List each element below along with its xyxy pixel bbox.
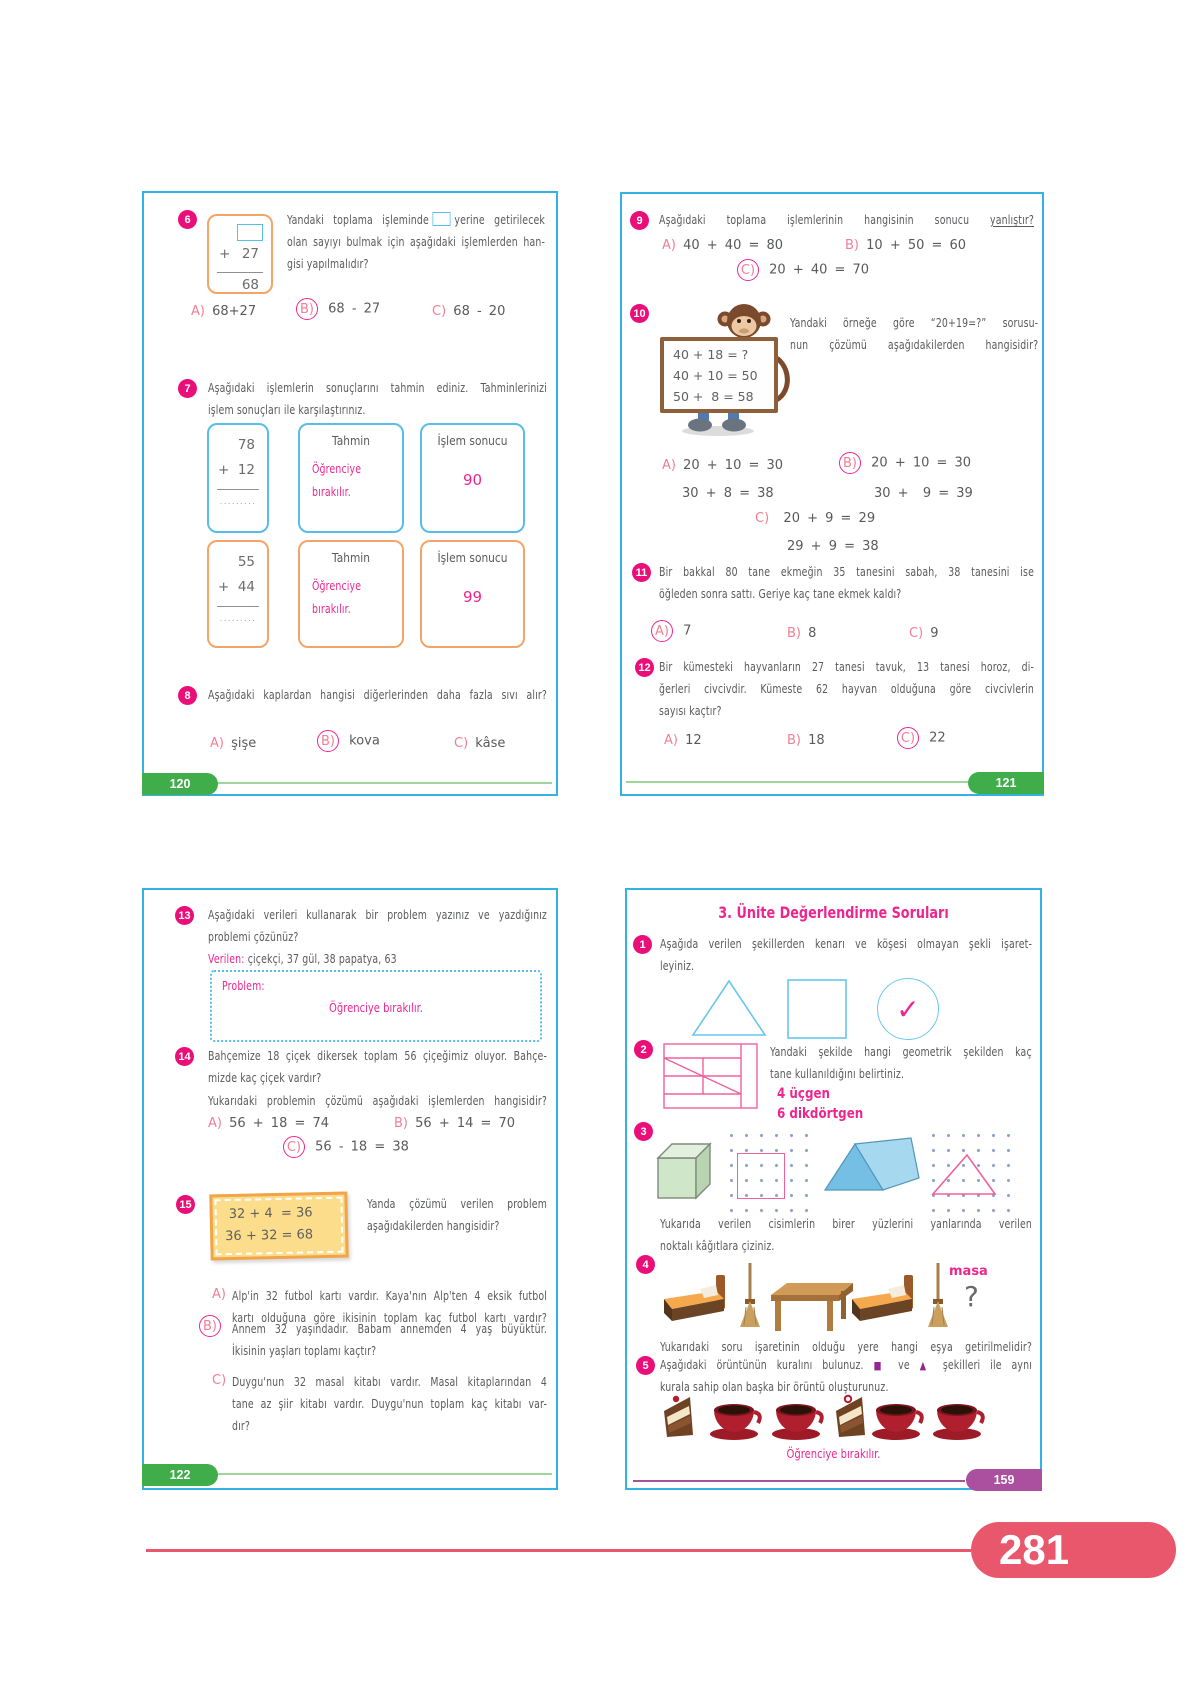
q15-option-c-letter: C): [212, 1373, 227, 1388]
page-122-footer-line: [218, 1473, 552, 1475]
q9-option-b: B) 10 + 50 = 60: [845, 238, 967, 253]
q2-answer-triangles: 4 üçgen: [777, 1086, 831, 1102]
q14-text-line1: Bahçemize 18 çiçek dikersek toplam 56 çiçeğimiz oluyor. Bahçe-: [208, 1048, 547, 1063]
q14-option-a: A) 56 + 18 = 74: [208, 1116, 330, 1131]
answer-circle: B): [317, 730, 339, 752]
q14-text-line2: mizde kaç çiçek vardır?: [208, 1070, 322, 1085]
q7-row2-sonuc-label: İşlem sonucu: [437, 550, 508, 565]
q13-text-line2: problemi çözünüz?: [208, 929, 299, 944]
panel-page-122: [142, 888, 558, 1490]
panel-page-159: [625, 888, 1042, 1490]
question-3-number: 3: [634, 1122, 653, 1141]
q15-option-a-letter: A): [212, 1287, 226, 1302]
note-line-2: 36 + 32 = 68: [225, 1227, 314, 1245]
broom-icon: [736, 1263, 764, 1331]
q7-row1-sonuc-label: İşlem sonucu: [437, 433, 508, 448]
question-8-number: 8: [178, 686, 197, 705]
q10-option-c: C) 20 + 9 = 29: [755, 511, 876, 526]
q13-verilen-line: Verilen: çiçekçi, 37 gül, 38 papatya, 63: [208, 951, 397, 966]
q11-text-line1: Bir bakkal 80 tane ekmeğin 35 tanesini sabah, 38 tanesini ise: [659, 564, 1034, 579]
coffee-cup-icon: [871, 1399, 925, 1441]
q7-row2-operation-card: [207, 540, 269, 648]
question-2-number: 2: [634, 1040, 653, 1059]
board-line-1: 40 + 18 = ?: [673, 347, 749, 362]
question-9-number: 9: [630, 211, 649, 230]
q12-text-line2: ğerleri civcivdir. Kümeste 62 hayvan olduğuna göre civcivlerin: [659, 681, 1034, 696]
q4-text-line1: Yukarıdaki soru işaretinin olduğu yere hangi eşya getirilmelidir?: [660, 1339, 1032, 1354]
q8-option-c: C) kâse: [454, 736, 506, 751]
q13-text-line1: Aşağıdaki verileri kullanarak bir problem yazınız ve yazdığınız: [208, 907, 547, 922]
coffee-cup-icon: [771, 1399, 825, 1441]
note-line-1: 32 + 4 = 36: [228, 1205, 313, 1223]
problem-answer: Öğrenciye bırakılır.: [329, 1000, 423, 1015]
q7-row2-sonuc-card: [420, 540, 525, 648]
q12-option-a: A) 12: [664, 733, 702, 748]
question-13-number: 13: [175, 906, 194, 925]
q12-text-line3: sayısı kaçtır?: [659, 703, 722, 718]
q6-result: 68: [241, 277, 259, 293]
q8-option-a: A) şişe: [210, 736, 257, 751]
board-line-2: 40 + 10 = 50: [673, 368, 758, 383]
question-mark: ?: [964, 1280, 979, 1313]
dot-paper-1: [721, 1125, 815, 1213]
q14-text-line3: Yukarıdaki problemin çözümü aşağıdaki işlemlerden hangisidir?: [208, 1093, 547, 1108]
page-159-footer-line: [633, 1480, 965, 1482]
q6-sum-line: [217, 272, 263, 273]
q15-option-c-line3: dır?: [232, 1418, 250, 1433]
book-page-number-badge: [971, 1522, 1176, 1578]
question-10-number: 10: [630, 304, 649, 323]
q6-inline-blank-box: [433, 212, 451, 226]
q15-option-c-line1: Duygu'nun 32 masal kitabı vardır. Masal kitaplarından 4: [232, 1374, 547, 1389]
question-1-number: 1: [633, 935, 652, 954]
q6-text-line2: olan sayıyı bulmak için aşağıdaki işlemlerden han-: [287, 234, 545, 249]
panel-page-121: [620, 192, 1044, 796]
bed-icon: [848, 1271, 920, 1327]
q3-text-line1: Yukarıda verilen cisimlerin birer yüzlerini yanlarında verilen: [660, 1216, 1032, 1231]
underlined-word: yanlıştır?: [990, 212, 1034, 227]
question-12-number: 12: [635, 658, 654, 677]
q2-text-line1: Yandaki şekilde hangi geometrik şekilden kaç: [770, 1044, 1032, 1059]
panel-page-120: [142, 191, 558, 796]
coffee-cup-icon: [932, 1399, 986, 1441]
q13-problem-box: [210, 970, 542, 1042]
answer-circle: C): [737, 259, 759, 281]
q1-text-line2: leyiniz.: [660, 958, 695, 973]
answer-circle: A): [651, 620, 673, 642]
circle-shape-marked: [877, 978, 939, 1040]
q7-row1-tahmin-card: [298, 423, 404, 533]
q6-blank-box: [237, 224, 263, 241]
q7-row2-dots: .........: [219, 614, 257, 623]
q7-row1-answer-2: bırakılır.: [312, 484, 351, 499]
dot-paper-2: [923, 1125, 1017, 1213]
page-number-pill-159: 159: [966, 1469, 1042, 1491]
cake-slice-icon: [660, 1393, 696, 1441]
q15-option-b-line1: Annem 32 yaşındadır. Babam annemden 4 yaş büyüktür.: [232, 1321, 547, 1336]
q7-text-line2: işlem sonuçları ile karşılaştırınız.: [208, 402, 366, 417]
q6-plus-sign: +: [219, 246, 231, 262]
q8-text-line1: Aşağıdaki kaplardan hangisi diğerlerinden daha fazla sıvı alır?: [208, 687, 547, 702]
coffee-cup-icon: [709, 1399, 763, 1441]
answer-circle: B): [839, 452, 861, 474]
cube-solid: [655, 1138, 715, 1202]
footer-red-line: [146, 1549, 971, 1552]
book-page-number: 281: [999, 1526, 1070, 1573]
q6-text-line1: Yandaki toplama işleminde yerine getirilecek: [287, 212, 545, 227]
bed-icon: [660, 1271, 732, 1327]
q6-option-b-correct: B) 68 - 27: [301, 301, 380, 317]
page-number-pill-122: 122: [142, 1464, 218, 1486]
page-121-footer-line: [626, 781, 968, 783]
q6-option-a: A) 68+27: [191, 304, 257, 319]
square-shape: [787, 979, 847, 1039]
q8-option-b-correct: B) kova: [322, 733, 380, 749]
cake-slice-icon: [832, 1393, 868, 1441]
q5-text-line2: kurala sahip olan başka bir örüntü oluşturunuz.: [660, 1379, 889, 1394]
table-icon: [769, 1279, 855, 1335]
q10-option-b-correct: B) 20 + 10 = 30: [844, 455, 971, 471]
q10-option-c-line2: 29 + 9 = 38: [787, 539, 879, 554]
q7-row2-result-value: 99: [462, 588, 483, 606]
q7-row1-sonuc-card: [420, 423, 525, 533]
answer-circle: C): [283, 1136, 305, 1158]
q7-row1-operation-card: [207, 423, 269, 533]
triangle-shape: [690, 978, 768, 1038]
q7-row1-plus: +: [218, 462, 230, 478]
q14-option-c-correct: C) 56 - 18 = 38: [288, 1139, 409, 1155]
q4-answer-masa: masa: [949, 1264, 988, 1279]
page-number-pill-121: 121: [968, 772, 1044, 794]
q7-row1-bottom: 12: [237, 462, 255, 478]
board-line-3: 50 + 8 = 58: [673, 389, 754, 404]
q6-option-c: C) 68 - 20: [432, 304, 506, 319]
q7-row1-result-value: 90: [462, 471, 483, 489]
q7-row2-top: 55: [237, 554, 255, 570]
q7-text-line1: Aşağıdaki işlemlerin sonuçlarını tahmin ediniz. Tahminlerinizi: [208, 380, 547, 395]
q12-option-c-correct: C) 22: [902, 730, 946, 746]
q7-row2-answer-2: bırakılır.: [312, 601, 351, 616]
purple-triangle-icon: ▲: [919, 1359, 933, 1372]
q6-addition-card: [207, 214, 273, 294]
checkmark-icon: ✓: [896, 992, 920, 1026]
q9-text-line1: Aşağıdaki toplama işlemlerinin hangisinin sonucu yanlıştır?: [659, 212, 1034, 227]
q11-text-line2: öğleden sonra sattı. Geriye kaç tane ekmek kaldı?: [659, 586, 902, 601]
q11-option-c: C) 9: [909, 626, 939, 641]
question-15-number: 15: [176, 1195, 195, 1214]
composite-shape-figure: [663, 1043, 759, 1110]
q6-addend: 27: [241, 246, 259, 262]
q15-option-c-line2: tane az şiir kitabı vardır. Duygu'nun toplam kaç kitabı var-: [232, 1396, 547, 1411]
q7-row2-answer-1: Öğrenciye: [312, 578, 362, 593]
q6-text-line3: gisi yapılmalıdır?: [287, 256, 369, 271]
question-5-number: 5: [636, 1356, 655, 1375]
purple-square-icon: ■: [873, 1359, 889, 1372]
q7-row2-plus: +: [218, 579, 230, 595]
q7-row1-answer-1: Öğrenciye: [312, 461, 362, 476]
q11-option-a-correct: A) 7: [656, 623, 691, 639]
question-11-number: 11: [632, 563, 651, 582]
q10-text-line2: nun çözümü aşağıdakilerden hangisidir?: [790, 337, 1039, 352]
q9-option-a: A) 40 + 40 = 80: [662, 238, 784, 253]
page-number-pill-120: 120: [142, 773, 218, 795]
question-7-number: 7: [178, 379, 197, 398]
question-14-number: 14: [175, 1047, 194, 1066]
q7-row2-tahmin-card: [298, 540, 404, 648]
broom-icon: [924, 1263, 952, 1331]
answer-circle: C): [897, 727, 919, 749]
triangular-prism-solid: [819, 1134, 921, 1194]
q7-row1-dots: .........: [219, 497, 257, 506]
q10-option-b-line2: 30 + 9 = 39: [874, 486, 973, 501]
q3-text-line2: noktalı kâğıtlara çiziniz.: [660, 1238, 775, 1253]
q7-row2-bottom: 44: [237, 579, 255, 595]
problem-label: Problem:: [222, 978, 265, 993]
q7-row1-top: 78: [237, 437, 255, 453]
question-6-number: 6: [178, 210, 197, 229]
q14-option-b: B) 56 + 14 = 70: [394, 1116, 516, 1131]
q15-option-b-circle-correct: B): [199, 1315, 221, 1337]
drawn-square-answer: [737, 1153, 785, 1199]
q15-text-line2: aşağıdakilerden hangisidir?: [367, 1218, 500, 1233]
unit-evaluation-title: 3. Ünite Değerlendirme Soruları: [718, 903, 949, 922]
verilen-label: Verilen:: [208, 951, 245, 966]
drawn-triangle-answer: [929, 1153, 999, 1197]
q15-sticky-note: [209, 1192, 348, 1261]
q12-text-line1: Bir kümesteki hayvanların 27 tanesi tavuk, 13 tanesi horoz, di-: [659, 659, 1034, 674]
question-4-number: 4: [636, 1255, 655, 1274]
q2-answer-rectangles: 6 dikdörtgen: [777, 1106, 864, 1122]
answer-circle: B): [296, 298, 318, 320]
q7-row2-tahmin-label: Tahmin: [331, 550, 371, 565]
monkey-whiteboard: [660, 337, 778, 413]
q9-option-c-correct: C) 20 + 40 = 70: [742, 262, 869, 278]
q15-option-a-line1: Alp'in 32 futbol kartı vardır. Kaya'nın Alp'ten 4 eksik futbol: [232, 1288, 547, 1303]
q5-answer: Öğrenciye bırakılır.: [786, 1446, 881, 1461]
q12-option-b: B) 18: [787, 733, 825, 748]
q10-option-a: A) 20 + 10 = 30: [662, 458, 784, 473]
q15-text-line1: Yanda çözümü verilen problem: [367, 1196, 547, 1211]
page-120-footer-line: [218, 782, 552, 784]
q5-text-line1: Aşağıdaki örüntünün kuralını bulunuz. ■ ve ▲ şekilleri ile aynı: [660, 1357, 1032, 1372]
q11-option-b: B) 8: [787, 626, 817, 641]
q15-option-a-line2: kartı olduğuna göre ikisinin toplam kaç futbol kartı vardır?: [232, 1310, 547, 1325]
q7-row1-tahmin-label: Tahmin: [331, 433, 371, 448]
monkey-illustration-group: [650, 297, 790, 439]
q10-text-line1: Yandaki örneğe göre “20+19=?” sorusu-: [790, 315, 1039, 330]
q1-text-line1: Aşağıda verilen şekillerden kenarı ve köşesi olmayan şekli işaret-: [660, 936, 1032, 951]
q10-option-a-line2: 30 + 8 = 38: [682, 486, 774, 501]
q2-text-line2: tane kullanıldığını belirtiniz.: [770, 1066, 905, 1081]
q15-option-b-line2: İkisinin yaşları toplamı kaçtır?: [232, 1343, 377, 1358]
